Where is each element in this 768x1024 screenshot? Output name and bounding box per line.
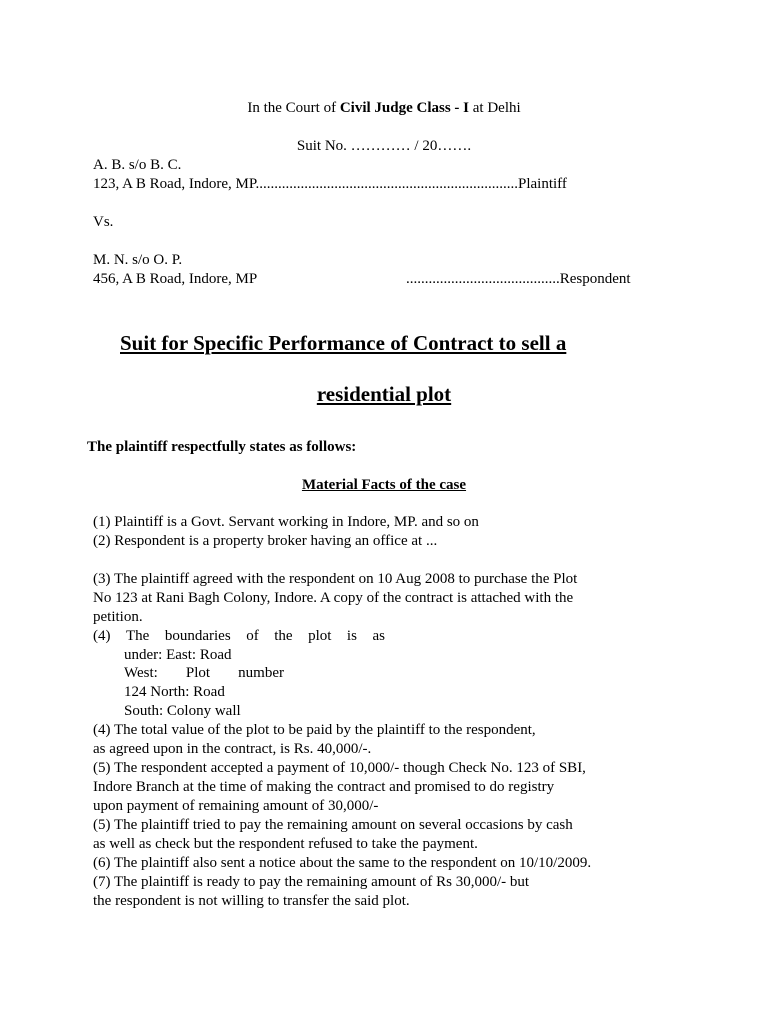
court-name: Civil Judge Class - I xyxy=(339,100,469,116)
fact-5-line2: as agreed upon in the contract, is Rs. 40,000/-. xyxy=(93,741,372,757)
plaintiff-dots: ...................................................................... xyxy=(255,176,519,192)
word: as xyxy=(372,628,385,644)
suit-title-line2: residential plot xyxy=(316,382,452,406)
fact-6-line2: Indore Branch at the time of making the contract and promised to do registry xyxy=(93,779,555,795)
court-prefix: In the Court of xyxy=(247,100,340,116)
respondent-role: Respondent xyxy=(559,271,631,287)
word: The xyxy=(126,628,150,644)
plaintiff-address: 123, A B Road, Indore, MP xyxy=(93,176,256,192)
plaintiff-name: A. B. s/o B. C. xyxy=(93,157,182,173)
fact-4-line3 xyxy=(124,664,284,683)
fact-6-line3: upon payment of remaining amount of 30,000/- xyxy=(93,798,379,814)
word: of xyxy=(246,628,259,644)
word: (4) xyxy=(93,628,111,644)
fact-7-line1: (5) The plaintiff tried to pay the remaining amount on several occasions by cash xyxy=(93,817,573,833)
fact-5-line1: (4) The total value of the plot to be paid by the plaintiff to the respondent, xyxy=(93,722,536,738)
court-heading xyxy=(0,99,768,118)
section-heading: Material Facts of the case xyxy=(301,477,467,493)
fact-3-line3: petition. xyxy=(93,609,143,625)
fact-4-line5: South: Colony wall xyxy=(124,703,241,719)
word: plot xyxy=(308,628,332,644)
fact-4-line4: 124 North: Road xyxy=(124,684,225,700)
fact-4-line2: under: East: Road xyxy=(124,647,232,663)
fact-2: (2) Respondent is a property broker having an office at ... xyxy=(93,533,438,549)
suit-title-line1: Suit for Specific Performance of Contract to sell a xyxy=(120,331,567,355)
court-suffix: at Delhi xyxy=(469,100,521,116)
word: West: xyxy=(124,665,158,681)
respondent-role-line xyxy=(406,270,631,289)
fact-9-line1: (7) The plaintiff is ready to pay the remaining amount of Rs 30,000/- but xyxy=(93,874,530,890)
fact-4-line1 xyxy=(93,627,385,646)
fact-3-line1: (3) The plaintiff agreed with the respondent on 10 Aug 2008 to purchase the Plot xyxy=(93,571,578,587)
fact-9-line2: the respondent is not willing to transfer the said plot. xyxy=(93,893,410,909)
fact-8: (6) The plaintiff also sent a notice about the same to the respondent on 10/10/2009. xyxy=(93,855,592,871)
intro-statement: The plaintiff respectfully states as follows: xyxy=(87,439,357,455)
fact-6-line1: (5) The respondent accepted a payment of 10,000/- though Check No. 123 of SBI, xyxy=(93,760,586,776)
word: is xyxy=(346,628,357,644)
plaintiff-address-line xyxy=(93,175,653,194)
plaintiff-role: Plaintiff xyxy=(518,176,567,192)
word: boundaries xyxy=(164,628,231,644)
fact-1: (1) Plaintiff is a Govt. Servant working in Indore, MP. and so on xyxy=(93,514,479,530)
respondent-address: 456, A B Road, Indore, MP xyxy=(93,271,258,287)
respondent-name: M. N. s/o O. P. xyxy=(93,252,183,268)
word: number xyxy=(238,665,284,681)
fact-3-line2: No 123 at Rani Bagh Colony, Indore. A copy of the contract is attached with the xyxy=(93,590,574,606)
fact-7-line2: as well as check but the respondent refused to take the payment. xyxy=(93,836,478,852)
word: Plot xyxy=(185,665,211,681)
suit-number: Suit No. ………… / 20……. xyxy=(296,138,472,154)
respondent-dots: ......................................... xyxy=(406,271,560,287)
word: the xyxy=(274,628,293,644)
versus: Vs. xyxy=(93,214,114,230)
